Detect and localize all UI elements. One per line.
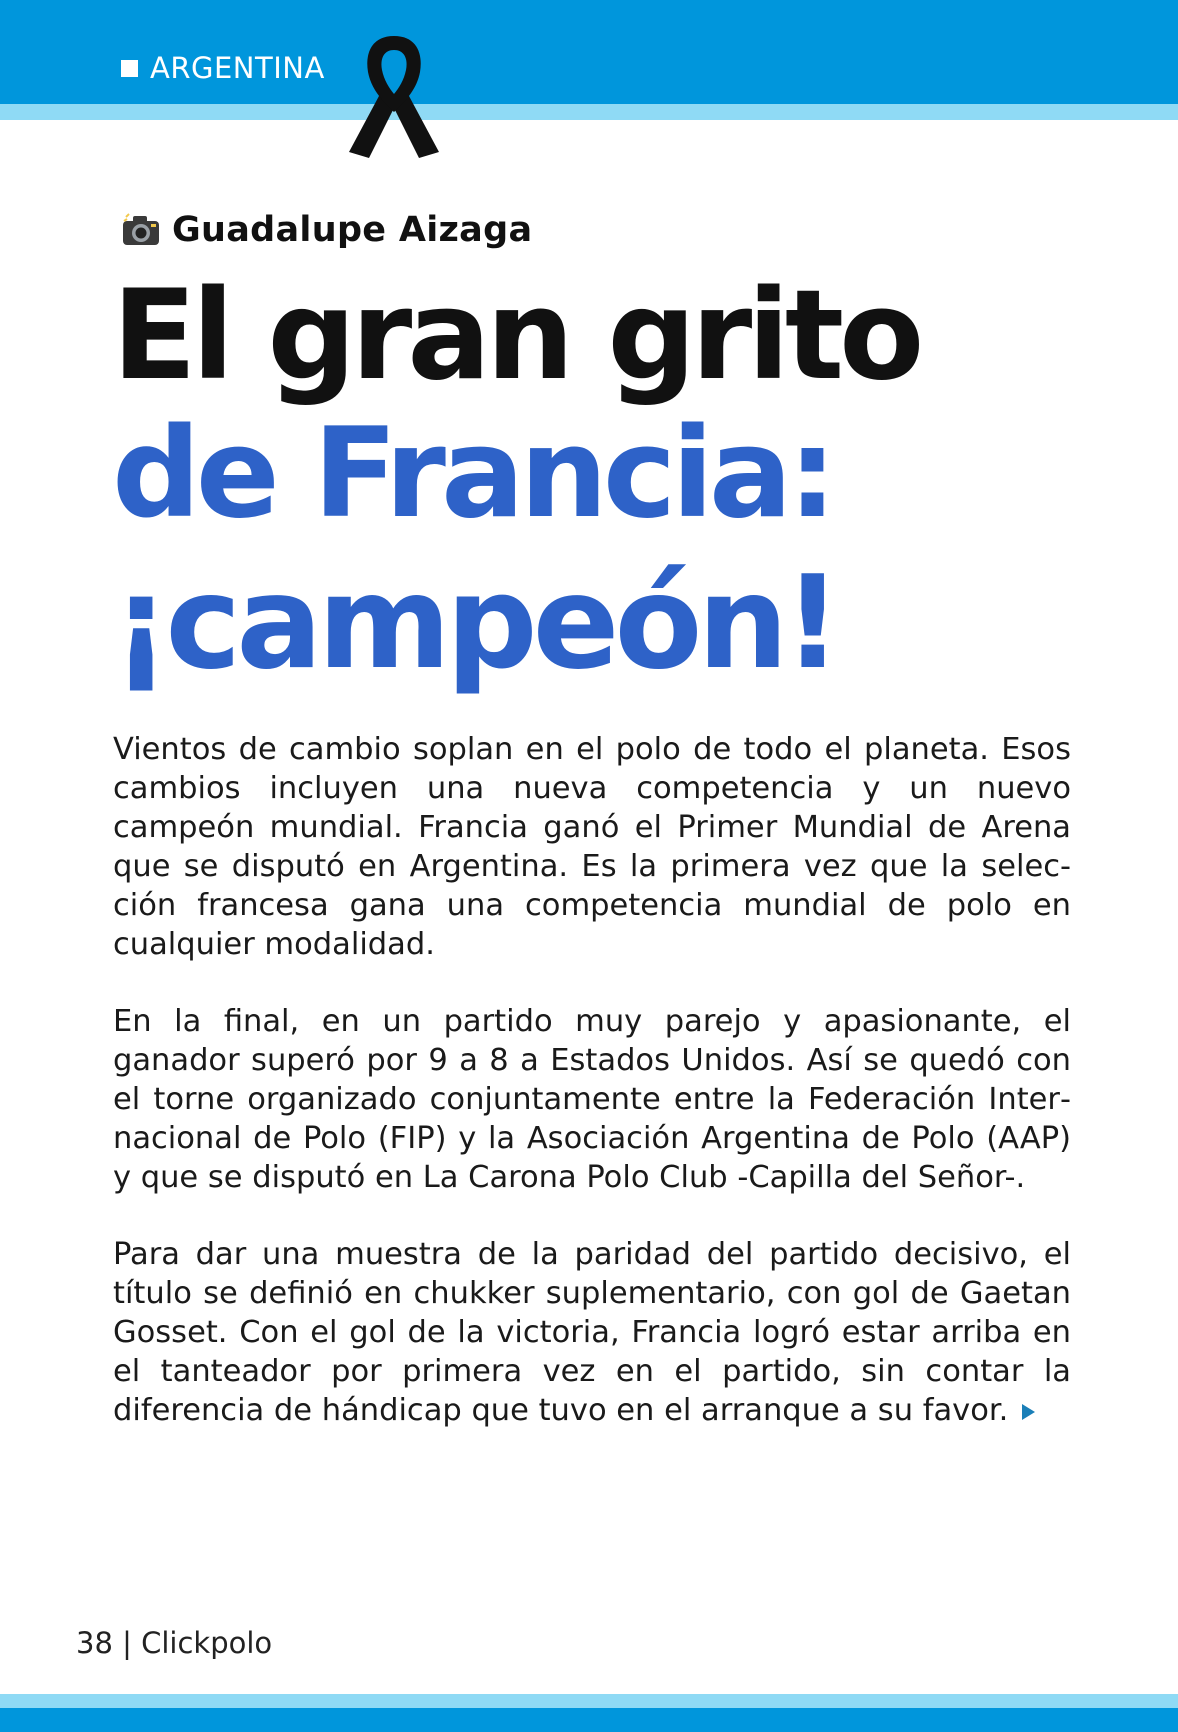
photo-credit: [122, 206, 532, 254]
photographer-name: Guadalupe Aizaga: [172, 210, 533, 250]
paragraph-2: En la final, en un partido muy parejo y apasionante, el ganador superó por 9 a 8 a Estados Unidos. Así se quedó con el torne organizado conjuntamente entre la Federación Internacional de Polo (FIP) y la Asociación Argentina de Polo (AAP) y que se disputó en La Carona Polo Club -Capilla del Señor-.: [113, 1004, 1071, 1195]
continue-arrow-icon: [1022, 1404, 1035, 1420]
publication-name: Clickpolo: [141, 1626, 273, 1660]
headline-line-2: de Francia:: [112, 402, 833, 546]
paragraph-1: Vientos de cambio soplan en el polo de todo el planeta. Esos cambios incluyen una nueva competencia y un nuevo campeón mundial. Francia ganó el Primer Mundial de Arena que se disputó en Argentina. Es la primera vez que la selección francesa gana una competencia mundial de polo en cualquier modalidad.: [113, 732, 1071, 962]
paragraph-3-text: Para dar una muestra de la paridad del partido decisivo, el título se definió en chukker suplementario, con gol de Gaetan Gosset. Con el gol de la victoria, Francia logró estar arriba en el tanteador por primera vez en el partido, sin contar la diferencia de hándicap que tuvo en el arranque a su favor.: [113, 1237, 1071, 1428]
footer-band: [0, 1708, 1178, 1732]
section-label: ARGENTINA: [150, 51, 325, 85]
footer-separator: |: [122, 1626, 132, 1660]
header-stripe: [0, 104, 1178, 120]
camera-icon: [122, 213, 160, 247]
footer-stripe: [0, 1694, 1178, 1708]
headline-line-1: El gran grito: [112, 264, 920, 408]
mourning-ribbon-icon: [335, 28, 453, 162]
square-bullet-icon: [121, 60, 138, 77]
section-tag: [121, 48, 325, 88]
headline-line-3: ¡campeón!: [112, 549, 837, 698]
headline: [112, 264, 1112, 704]
page-number: 38: [76, 1626, 113, 1660]
paragraph-3: [113, 1235, 1071, 1430]
page-footer: [76, 1626, 272, 1660]
article-body: [113, 730, 1071, 1430]
